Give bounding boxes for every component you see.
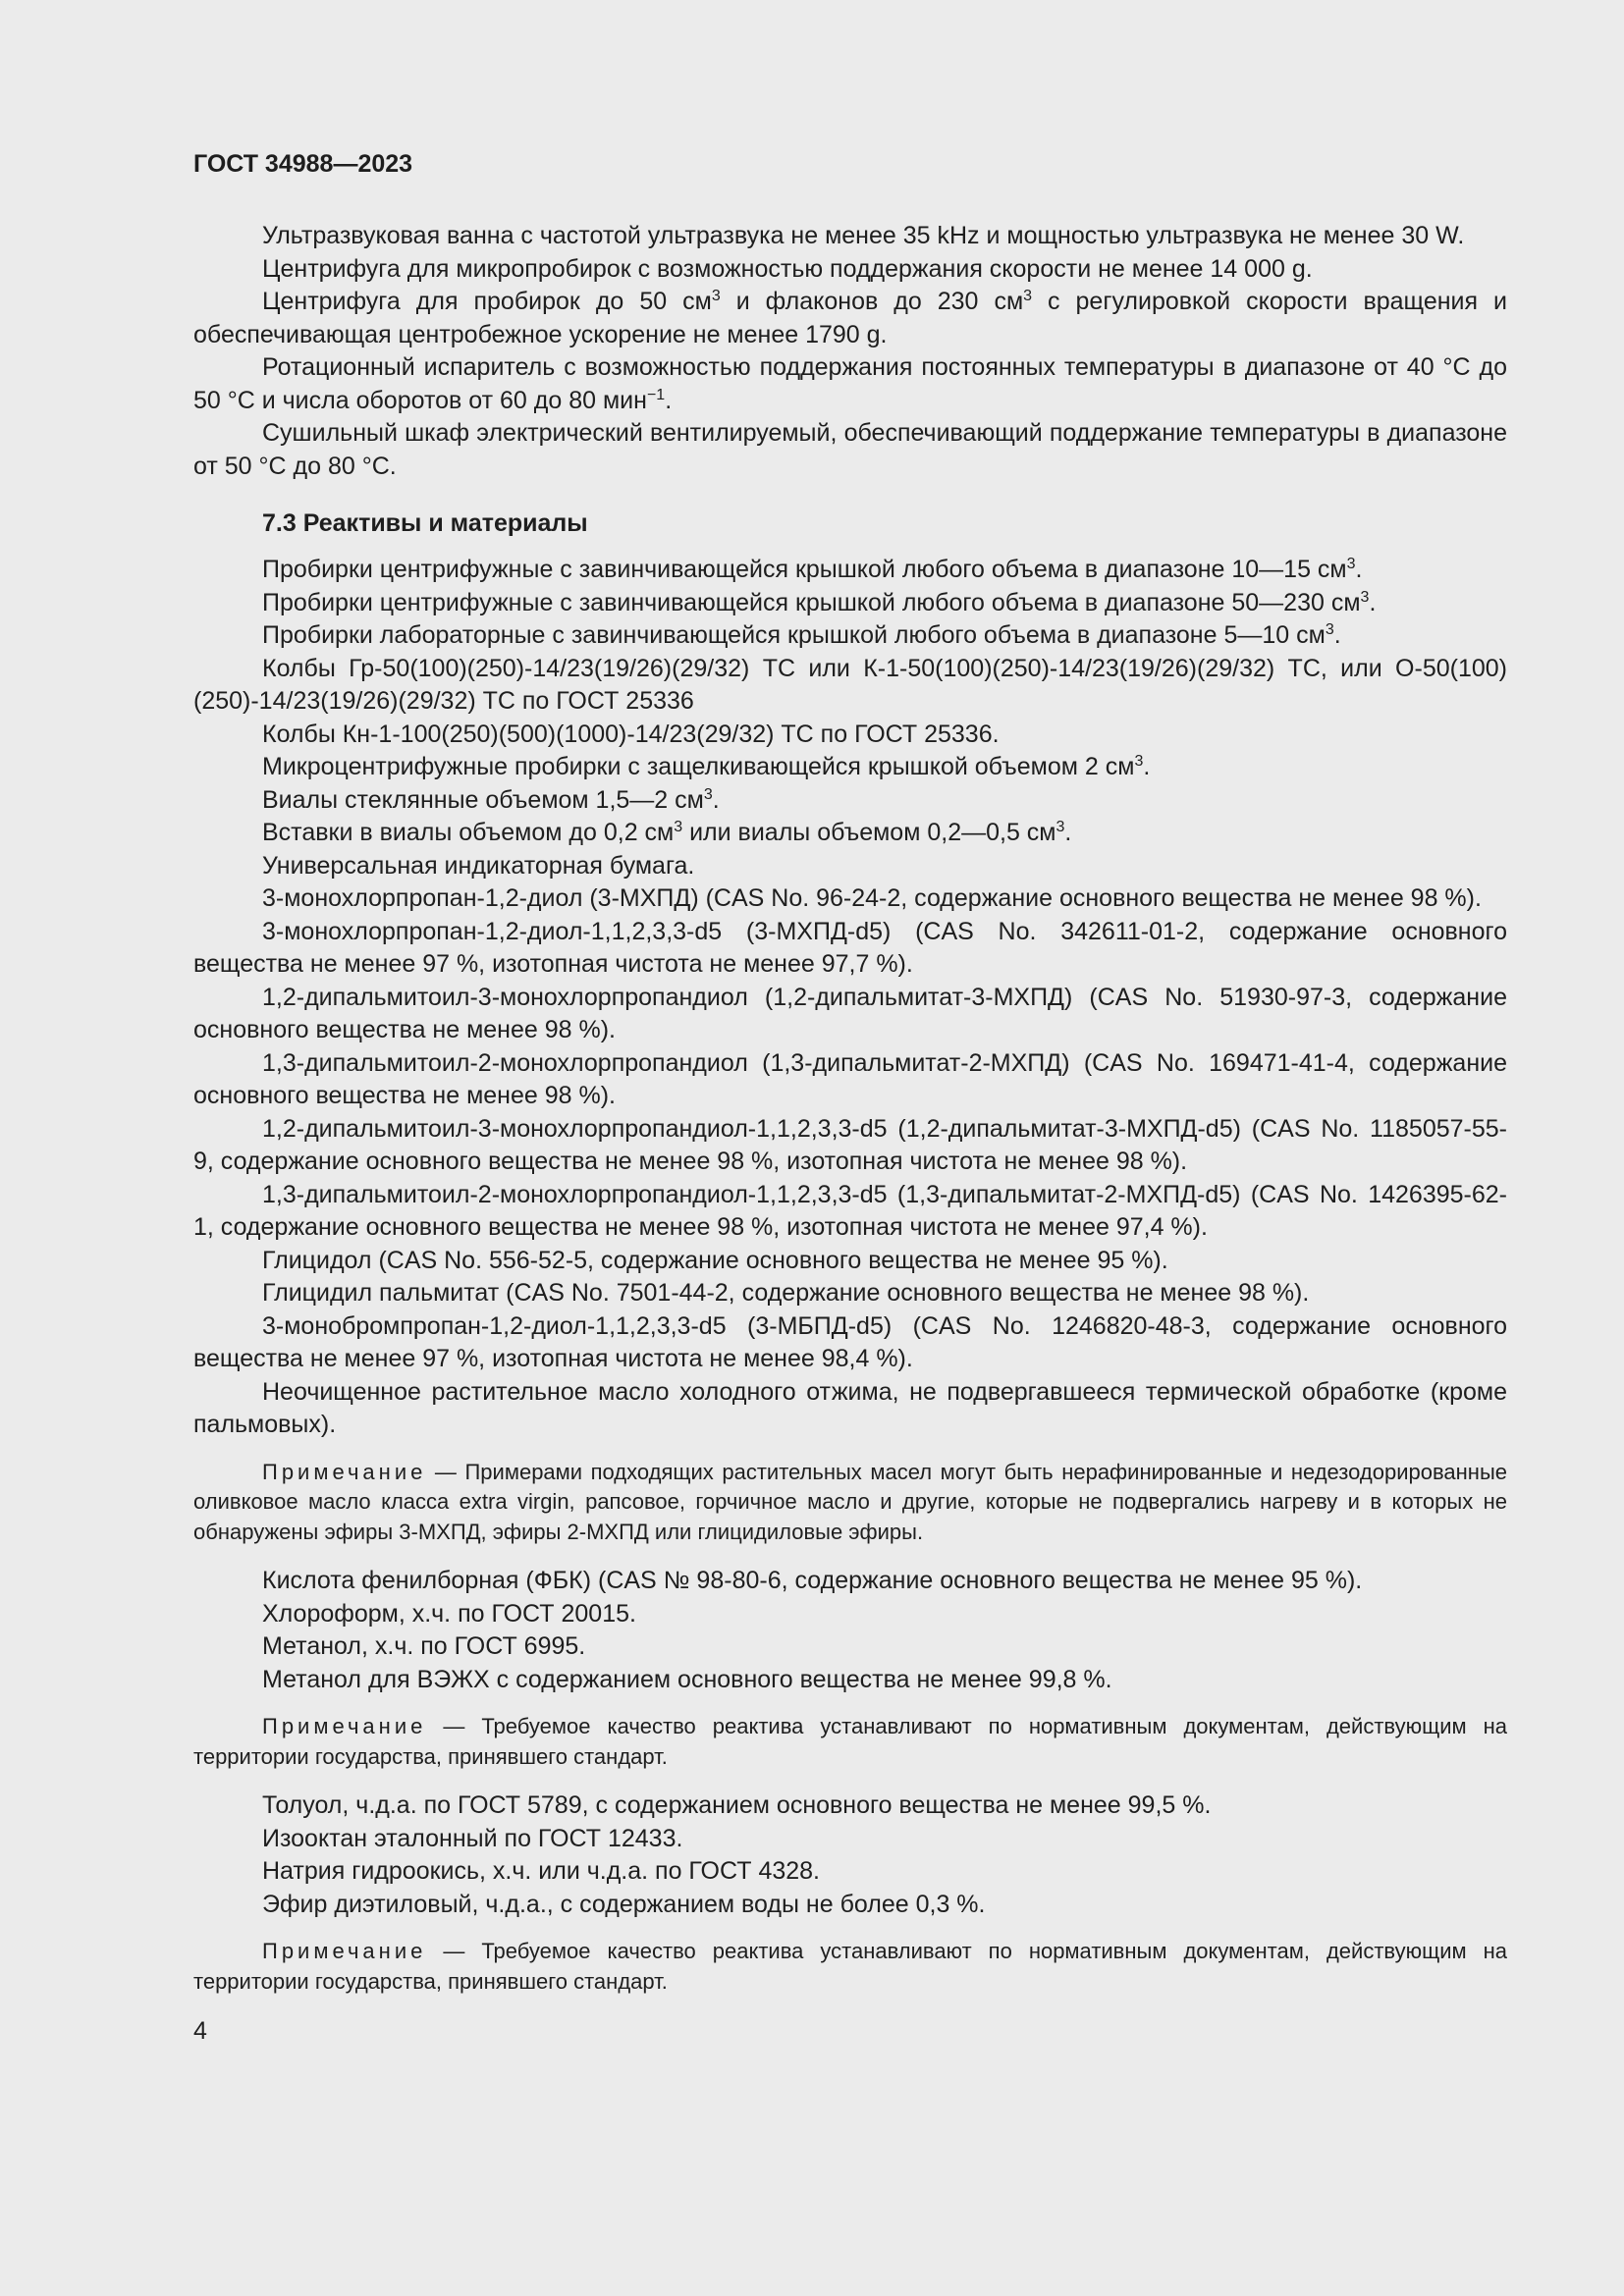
reagent-item: Натрия гидроокись, х.ч. или ч.д.а. по ГОСТ 4328.	[262, 1857, 821, 1885]
equipment-microtube-centrifuge: Центрифуга для микропробирок с возможностью поддержания скорости не менее 14 000 g.	[262, 254, 1313, 283]
reagent-item: Хлороформ, х.ч. по ГОСТ 20015.	[262, 1599, 636, 1628]
document-code: ГОСТ 34988—2023	[193, 150, 413, 178]
reagent-item: Пробирки центрифужные с завинчивающейся крышкой любого объема в диапазоне 50—230 $см^3$.	[262, 588, 1377, 616]
reagent-item: 1,3-дипальмитоил-2-монохлорпропандиол-1,1,2,3,3-d5 (1,3-дипальмитат-2-МХПД-d5) (CAS No. 1426395-62-1, содержание основного вещества не менее 98 %, изотопная чистота не менее 97,4 %).	[193, 1180, 1507, 1241]
reagent-item: Изооктан эталонный по ГОСТ 12433.	[262, 1824, 683, 1852]
note-reagent-quality: Примечание — Требуемое качество реактива устанавливают по нормативным документам, действующим на территории государства, принявшего стандарт.	[193, 1714, 1507, 1769]
reagent-item: Метанол для ВЭЖХ с содержанием основного вещества не менее 99,8 %.	[262, 1665, 1112, 1693]
document-page	[193, 147, 1507, 2048]
reagent-item: Глицидол (CAS No. 556-52-5, содержание основного вещества не менее 95 %).	[262, 1246, 1168, 1274]
reagent-item: 3-монохлорпропан-1,2-диол (3-МХПД) (CAS No. 96-24-2, содержание основного вещества не менее 98 %).	[262, 884, 1482, 912]
reagent-item: Метанол, х.ч. по ГОСТ 6995.	[262, 1632, 586, 1660]
reagent-item: Толуол, ч.д.а. по ГОСТ 5789, с содержанием основного вещества не менее 99,5 %.	[262, 1791, 1212, 1819]
reagent-item: Виалы стеклянные объемом 1,5—2 $см^3$.	[262, 785, 720, 814]
reagent-item: 1,2-дипальмитоил-3-монохлорпропандиол (1,2-дипальмитат-3-МХПД) (CAS No. 51930-97-3, содержание основного вещества не менее 98 %).	[193, 983, 1507, 1043]
reagent-item: Глицидил пальмитат (CAS No. 7501-44-2, содержание основного вещества не менее 98 %).	[262, 1279, 1310, 1307]
reagent-item: 3-монохлорпропан-1,2-диол-1,1,2,3,3-d5 (3-МХПД-d5) (CAS No. 342611-01-2, содержание основного вещества не менее 97 %, изотопная чистота не менее 97,7 %).	[193, 917, 1507, 978]
reagent-item: Неочищенное растительное масло холодного отжима, не подвергавшееся термической обработке (кроме пальмовых).	[193, 1377, 1507, 1438]
note-vegetable-oils: Примечание — Примерами подходящих растительных масел могут быть нерафинированные и недезодорированные оливковое масло класса extra virgin, рапсовое, горчичное масло и другие, которые не подвергались нагреву и в которых не обнаружены эфиры 3-МХПД, эфиры 2-МХПД или глицидиловые эфиры.	[193, 1459, 1507, 1544]
equipment-drying-oven: Сушильный шкаф электрический вентилируемый, обеспечивающий поддержание температуры в диапазоне от 50 °С до 80 °С.	[193, 419, 1507, 480]
note-label: Примечание	[262, 1459, 427, 1484]
reagent-item: Пробирки лабораторные с завинчивающейся крышкой любого объема в диапазоне 5—10 $см^3$.	[262, 621, 1341, 649]
reagent-item: Вставки в виалы объемом до 0,2 $см^3$ или виалы объемом 0,2—0,5 $см^3$.	[262, 819, 1072, 846]
reagent-item: Эфир диэтиловый, ч.д.а., с содержанием воды не более 0,3 %.	[262, 1890, 986, 1918]
equipment-tube-centrifuge: Центрифуга для пробирок до 50 $см^3$ и флаконов до 230 $см^3$ с регулировкой скорости вращения и обеспечивающая центробежное ускорение не менее 1790 g.	[193, 288, 1507, 348]
reagent-item: Пробирки центрифужные с завинчивающейся крышкой любого объема в диапазоне 10—15 $см^3$.	[262, 556, 1363, 583]
reagent-item: Кислота фенилборная (ФБК) (CAS № 98-80-6, содержание основного вещества не менее 95 %).	[262, 1567, 1363, 1594]
equipment-ultrasonic-bath: Ультразвуковая ванна с частотой ультразвука не менее 35 kHz и мощностью ультразвука не менее 30 W.	[262, 222, 1465, 249]
reagent-item: Универсальная индикаторная бумага.	[262, 851, 695, 880]
reagent-item: Колбы Кн-1-100(250)(500)(1000)-14/23(29/32) ТС по ГОСТ 25336.	[262, 720, 1000, 748]
reagent-item: Колбы Гр-50(100)(250)-14/23(19/26)(29/32) ТС или К-1-50(100)(250)-14/23(19/26)(29/32) ТС, или О-50(100)(250)-14/23(19/26)(29/32) ТС по ГОСТ 25336	[193, 654, 1507, 715]
section-title: 7.3 Реактивы и материалы	[262, 509, 588, 537]
reagent-item: Микроцентрифужные пробирки с защелкивающейся крышкой объемом 2 $см^3$.	[262, 753, 1151, 780]
note-reagent-quality: Примечание — Требуемое качество реактива устанавливают по нормативным документам, действующим на территории государства, принявшего стандарт.	[193, 1939, 1507, 1994]
page-number: 4	[193, 2017, 207, 2045]
equipment-rotary-evaporator: Ротационный испаритель с возможностью поддержания постоянных температуры в диапазоне от 40 °С до 50 °С и числа оборотов от 60 до 80 мин$^{-1}$.	[193, 353, 1507, 414]
note-label: Примечание	[262, 1714, 427, 1738]
reagent-item: 1,3-дипальмитоил-2-монохлорпропандиол (1,3-дипальмитат-2-МХПД) (CAS No. 169471-41-4, содержание основного вещества не менее 98 %).	[193, 1048, 1507, 1109]
reagent-item: 3-монобромпропан-1,2-диол-1,1,2,3,3-d5 (3-МБПД-d5) (CAS No. 1246820-48-3, содержание основного вещества не менее 97 %, изотопная чистота не менее 98,4 %).	[193, 1311, 1507, 1372]
reagent-item: 1,2-дипальмитоил-3-монохлорпропандиол-1,1,2,3,3-d5 (1,2-дипальмитат-3-МХПД-d5) (CAS No. 1185057-55-9, содержание основного вещества не менее 98 %, изотопная чистота не менее 98 %).	[193, 1114, 1507, 1175]
note-label: Примечание	[262, 1939, 427, 1963]
